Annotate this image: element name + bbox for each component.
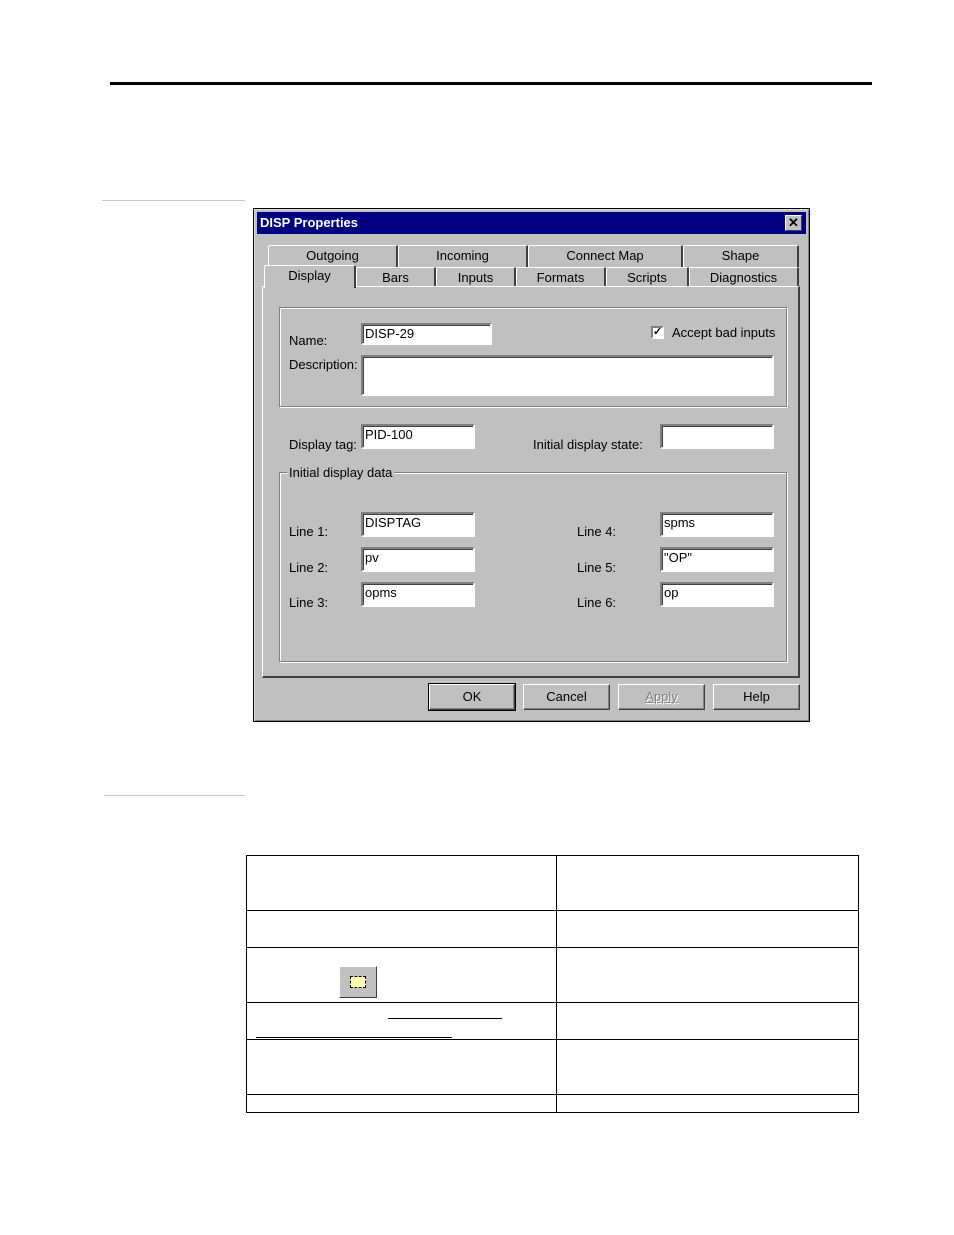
display-tag-field[interactable]: PID-100 [361, 424, 475, 449]
table-cell [557, 856, 859, 911]
tab-panel-display [262, 286, 800, 678]
accept-bad-inputs-label: Accept bad inputs [672, 325, 776, 340]
properties-dialog [253, 208, 810, 722]
initial-data-legend: Initial display data [289, 465, 393, 480]
tab-formats[interactable]: Formats [516, 267, 606, 288]
table-cell [247, 1003, 557, 1040]
table-cell [557, 948, 859, 1003]
accept-bad-inputs-checkbox[interactable]: ✓ [653, 326, 663, 338]
line4-field[interactable]: spms [660, 512, 774, 537]
tab-bars[interactable]: Bars [356, 267, 436, 288]
name-field[interactable]: DISP-29 [361, 323, 492, 345]
table-cell [247, 911, 557, 948]
close-icon[interactable]: ✕ [785, 215, 802, 231]
table-cell [557, 911, 859, 948]
line4-label: Line 4: [577, 524, 617, 539]
new-item-icon-glyph [350, 976, 366, 988]
apply-button[interactable] [618, 684, 705, 710]
tab-outgoing[interactable]: Outgoing [268, 245, 398, 267]
reference-table [246, 855, 859, 1113]
underline-mark [388, 1018, 502, 1019]
tab-connect-map[interactable]: Connect Map [528, 245, 683, 267]
display-tag-label: Display tag: [289, 437, 357, 452]
help-button[interactable]: Help [713, 684, 800, 710]
dialog-title: DISP Properties [260, 215, 359, 230]
table-cell [247, 856, 557, 911]
line1-field[interactable]: DISPTAG [361, 512, 475, 537]
line6-field[interactable]: op [660, 582, 774, 607]
line3-label: Line 3: [289, 595, 329, 610]
new-item-icon [339, 966, 377, 998]
margin-rule-top [102, 200, 245, 201]
line2-field[interactable]: pv [361, 547, 475, 572]
tab-display[interactable]: Display [264, 265, 356, 288]
description-field[interactable] [361, 355, 774, 396]
initial-state-label: Initial display state: [533, 437, 643, 452]
tab-incoming[interactable]: Incoming [398, 245, 528, 267]
table-cell [557, 1040, 859, 1095]
underline-mark [256, 1037, 452, 1038]
line3-field[interactable]: opms [361, 582, 475, 607]
ok-button[interactable]: OK [429, 684, 515, 710]
table-cell [247, 1095, 557, 1113]
apply-button-label: Apply [645, 689, 678, 704]
dialog-titlebar [257, 212, 806, 234]
line5-label: Line 5: [577, 560, 617, 575]
header-rule [110, 82, 872, 85]
tab-shape[interactable]: Shape [683, 245, 799, 267]
table-cell [557, 1095, 859, 1113]
line6-label: Line 6: [577, 595, 617, 610]
name-label: Name: [289, 333, 328, 348]
cancel-button[interactable]: Cancel [523, 684, 610, 710]
initial-state-field[interactable] [660, 424, 774, 449]
table-cell [247, 948, 557, 1003]
line2-label: Line 2: [289, 560, 329, 575]
tab-scripts[interactable]: Scripts [606, 267, 689, 288]
table-cell [557, 1003, 859, 1040]
tab-inputs[interactable]: Inputs [436, 267, 516, 288]
tab-diagnostics[interactable]: Diagnostics [689, 267, 799, 288]
margin-rule-bottom [104, 795, 245, 796]
table-cell [247, 1040, 557, 1095]
description-label: Description: [289, 357, 358, 372]
line5-field[interactable]: "OP" [660, 547, 774, 572]
line1-label: Line 1: [289, 524, 329, 539]
